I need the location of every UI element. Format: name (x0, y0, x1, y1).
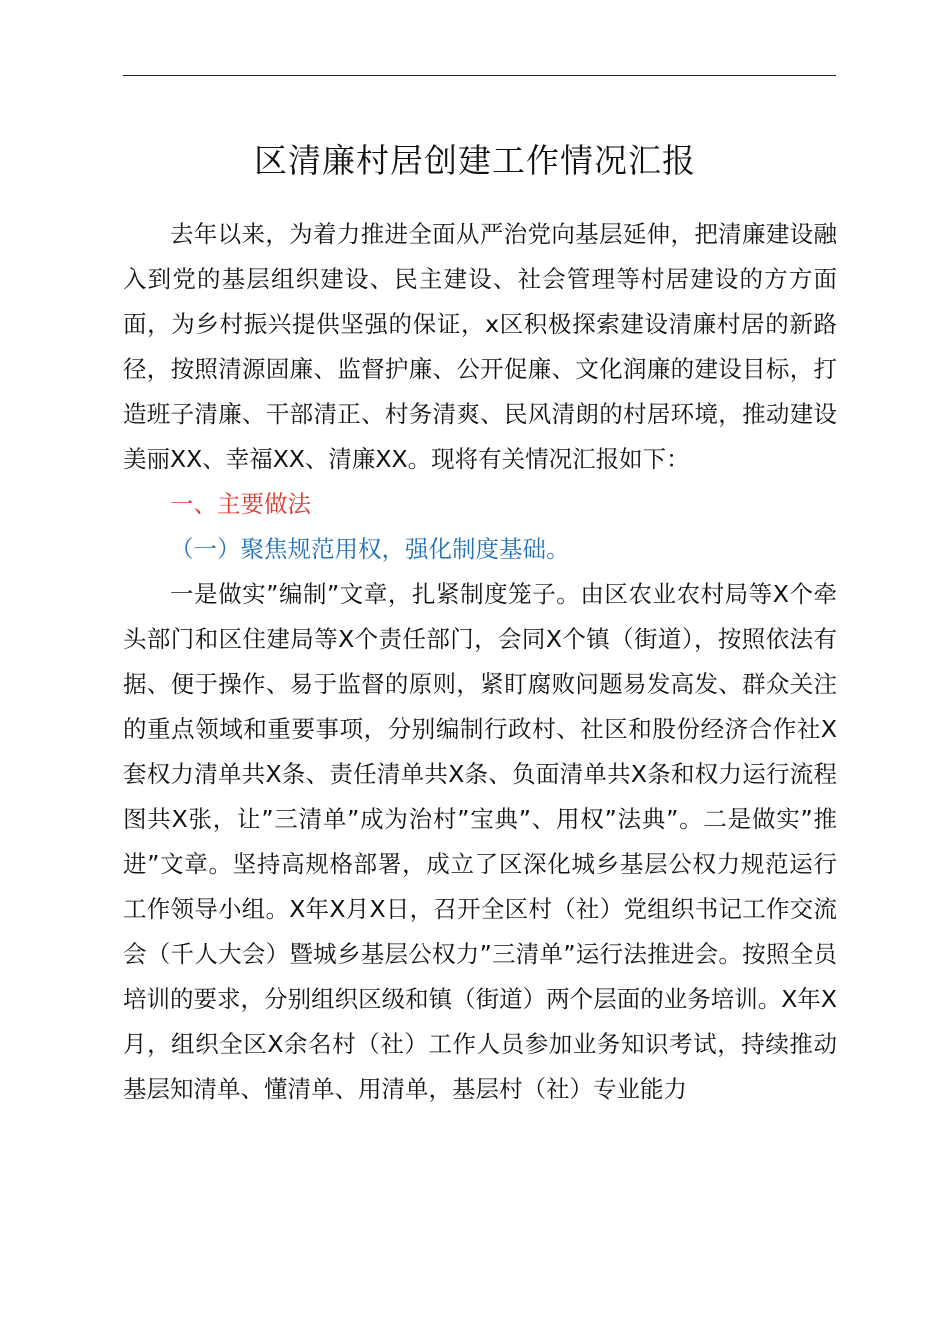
header-rule (123, 75, 836, 76)
subsection-heading: （一）聚焦规范用权，强化制度基础。 (170, 535, 570, 563)
intro-paragraph: 去年以来，为着力推进全面从严治党向基层延伸，把清廉建设融入到党的基层组织建设、民主建设、社会管理等村居建设的方方面面，为乡村振兴提供坚强的保证，x区积极探索建设清廉村居的新路径，按照清源固廉、监督护廉、公开促廉、文化润廉的建设目标，打造班子清廉、干部清正、村务清爽、民风清朗的村居环境，推动建设美丽XX、幸福XX、清廉XX。现将有关情况汇报如下： (123, 220, 837, 473)
body-paragraph: 一是做实”编制”文章，扎紧制度笼子。由区农业农村局等X个牵头部门和区住建局等X个责任部门，会同X个镇（街道），按照依法有据、便于操作、易于监督的原则，紧盯腐败问题易发高发、群众关注的重点领域和重要事项，分别编制行政村、社区和股份经济合作社X套权力清单共X条、责任清单共X条、负面清单共X条和权力运行流程图共X张，让”三清单”成为治村”宝典”、用权”法典”。二是做实”推进”文章。坚持高规格部署，成立了区深化城乡基层公权力规范运行工作领导小组。X年X月X日，召开全区村（社）党组织书记工作交流会（千人大会）暨城乡基层公权力”三清单”运行法推进会。按照全员培训的要求，分别组织区级和镇（街道）两个层面的业务培训。X年X月，组织全区X余名村（社）工作人员参加业务知识考试，持续推动基层知清单、懂清单、用清单，基层村（社）专业能力 (123, 580, 837, 1103)
document-body (123, 212, 837, 1112)
section-heading: 一、主要做法 (170, 490, 311, 518)
document-title: 区清廉村居创建工作情况汇报 (254, 141, 696, 180)
